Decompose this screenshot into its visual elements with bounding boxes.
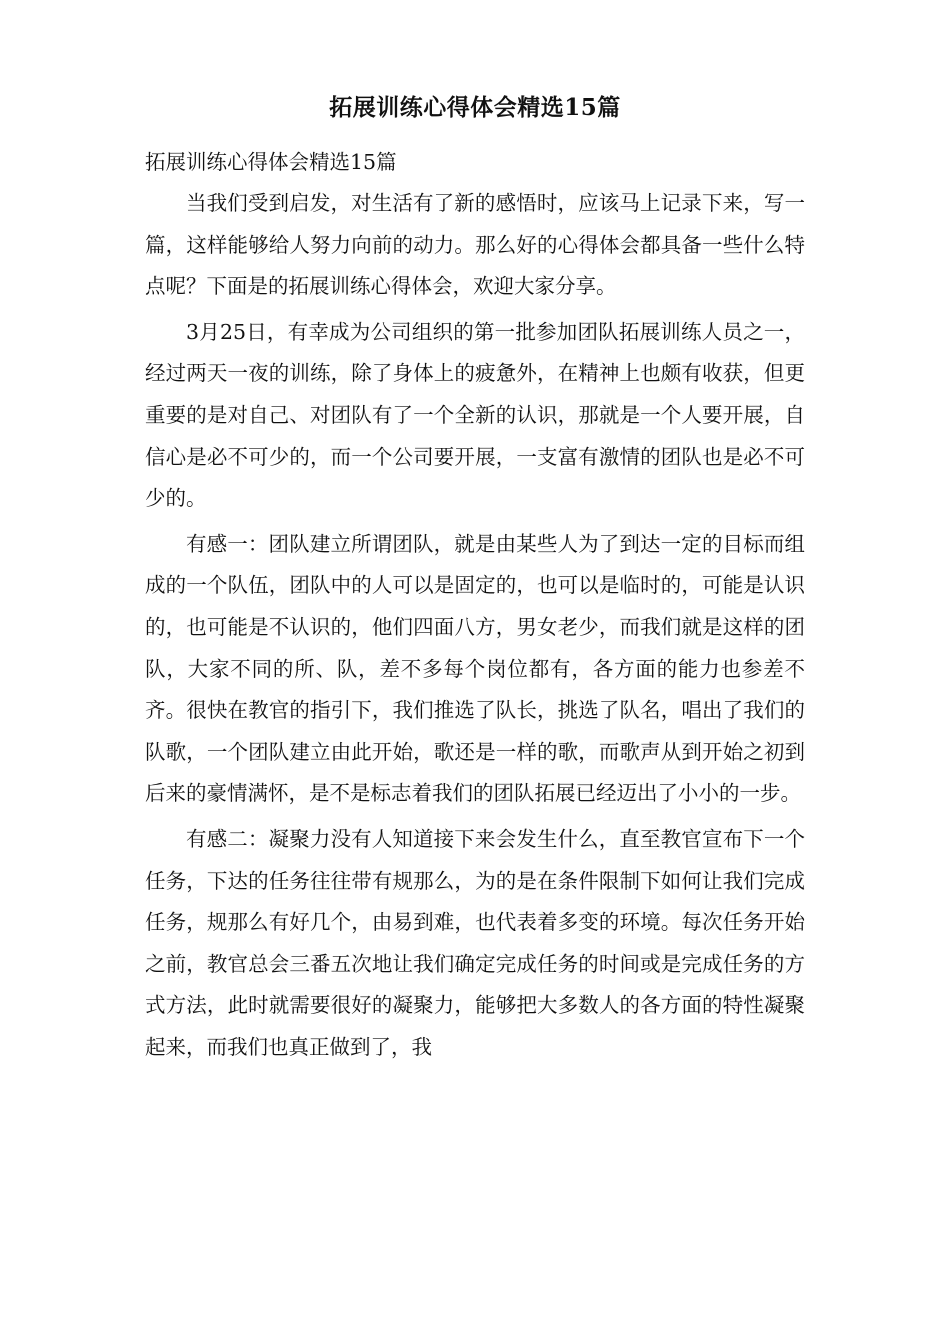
document-body: [145, 142, 805, 1072]
paragraph-feeling-two: 有感二：凝聚力没有人知道接下来会发生什么，直至教官宣布下一个任务，下达的任务往往带有规那么，为的是在条件限制下如何让我们完成任务，规那么有好几个，由易到难，也代表着多变的环境。每次任务开始之前，教官总会三番五次地让我们确定完成任务的时间或是完成任务的方式方法，此时就需要很好的凝聚力，能够把大多数人的各方面的特性凝聚起来，而我们也真正做到了，我: [145, 826, 805, 1059]
paragraph-intro: 当我们受到启发，对生活有了新的感悟时，应该马上记录下来，写一篇，这样能够给人努力向前的动力。那么好的心得体会都具备一些什么特点呢？下面是的拓展训练心得体会，欢迎大家分享。: [145, 191, 805, 299]
document-subtitle: 拓展训练心得体会精选15篇: [145, 150, 397, 174]
document-title: 拓展训练心得体会精选15篇: [329, 94, 621, 121]
paragraph-feeling-one: 有感一：团队建立所谓团队，就是由某些人为了到达一定的目标而组成的一个队伍，团队中的人可以是固定的，也可以是临时的，可能是认识的，也可能是不认识的，他们四面八方，男女老少，而我们就是这样的团队，大家不同的所、队，差不多每个岗位都有，各方面的能力也参差不齐。很快在教官的指引下，我们推选了队长，挑选了队名，唱出了我们的队歌，一个团队建立由此开始，歌还是一样的歌，而歌声从到开始之初到后来的豪情满怀，是不是标志着我们的团队拓展已经迈出了小小的一步。: [145, 531, 805, 806]
paragraph-march-25: 3月25日，有幸成为公司组织的第一批参加团队拓展训练人员之一，经过两天一夜的训练，除了身体上的疲惫外，在精神上也颇有收获，但更重要的是对自己、对团队有了一个全新的认识，那就是一个人要开展，自信心是必不可少的，而一个公司要开展，一支富有激情的团队也是必不可少的。: [145, 319, 805, 511]
